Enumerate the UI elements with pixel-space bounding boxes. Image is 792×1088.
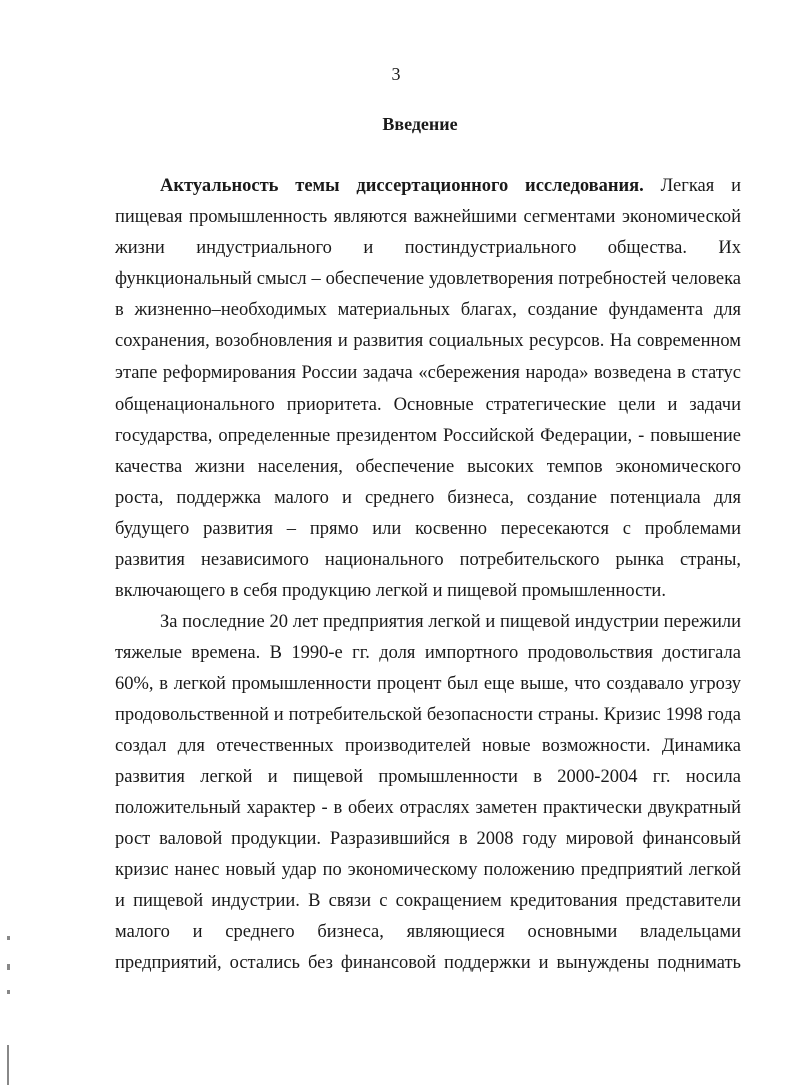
paragraph-line: развития легкой и пищевой промышленности в 2000-2004 гг. носила <box>115 767 741 787</box>
paragraph-line: функциональный смысл – обеспечение удовлетворения потребностей человека <box>115 269 741 289</box>
scan-artifact <box>7 1045 9 1085</box>
section-heading: Введение <box>382 114 458 134</box>
paragraph-line: тяжелые времена. В 1990-е гг. доля импортного продовольствия достигала <box>115 643 741 663</box>
paragraph-line: государства, определенные президентом Российской Федерации, - повышение <box>115 426 741 446</box>
paragraph-line: роста, поддержка малого и среднего бизнеса, создание потенциала для <box>115 488 741 508</box>
scan-artifact <box>7 964 10 970</box>
paragraph-line: создал для отечественных производителей новые возможности. Динамика <box>115 736 741 756</box>
paragraph-line: продовольственной и потребительской безопасности страны. Кризис 1998 года <box>115 705 741 725</box>
paragraph-line: кризис нанес новый удар по экономическому положению предприятий легкой <box>115 860 741 880</box>
lead-phrase: Актуальность темы диссертационного исследования. <box>160 176 644 196</box>
paragraph-line: общенационального приоритета. Основные стратегические цели и задачи <box>115 395 741 415</box>
paragraph-line: качества жизни населения, обеспечение высоких темпов экономического <box>115 457 741 477</box>
paragraph-line: положительный характер - в обеих отраслях заметен практически двукратный <box>115 798 741 818</box>
paragraph-line: За последние 20 лет предприятия легкой и пищевой индустрии пережили <box>160 612 741 632</box>
paragraph-line: развития независимого национального потребительского рынка страны, <box>115 550 741 570</box>
paragraph-line: жизни индустриального и постиндустриального общества. Их <box>115 238 741 258</box>
lead-continuation: Легкая и <box>643 176 741 196</box>
paragraph-line: сохранения, возобновления и развития социальных ресурсов. На современном <box>115 331 741 351</box>
paragraph-line: этапе реформирования России задача «сбережения народа» возведена в статус <box>115 363 741 383</box>
paragraph-line: будущего развития – прямо или косвенно пересекаются с проблемами <box>115 519 741 539</box>
paragraph-line: рост валовой продукции. Разразившийся в 2008 году мировой финансовый <box>115 829 741 849</box>
paragraph-line: пищевая промышленность являются важнейшими сегментами экономической <box>115 207 741 227</box>
scan-artifact <box>7 990 10 994</box>
paragraph-line: малого и среднего бизнеса, являющиеся основными владельцами <box>115 922 741 942</box>
paragraph-line: и пищевой индустрии. В связи с сокращением кредитования представители <box>115 891 741 911</box>
scan-artifact <box>7 936 10 940</box>
page-number: 3 <box>391 64 401 84</box>
paragraph-line <box>160 175 741 197</box>
paragraph-line: в жизненно–необходимых материальных благах, создание фундамента для <box>115 300 741 320</box>
paragraph-line: 60%, в легкой промышленности процент был еще выше, что создавало угрозу <box>115 674 741 694</box>
paragraph-line: включающего в себя продукцию легкой и пищевой промышленности. <box>115 581 666 601</box>
paragraph-line: предприятий, остались без финансовой поддержки и вынуждены поднимать <box>115 953 741 973</box>
